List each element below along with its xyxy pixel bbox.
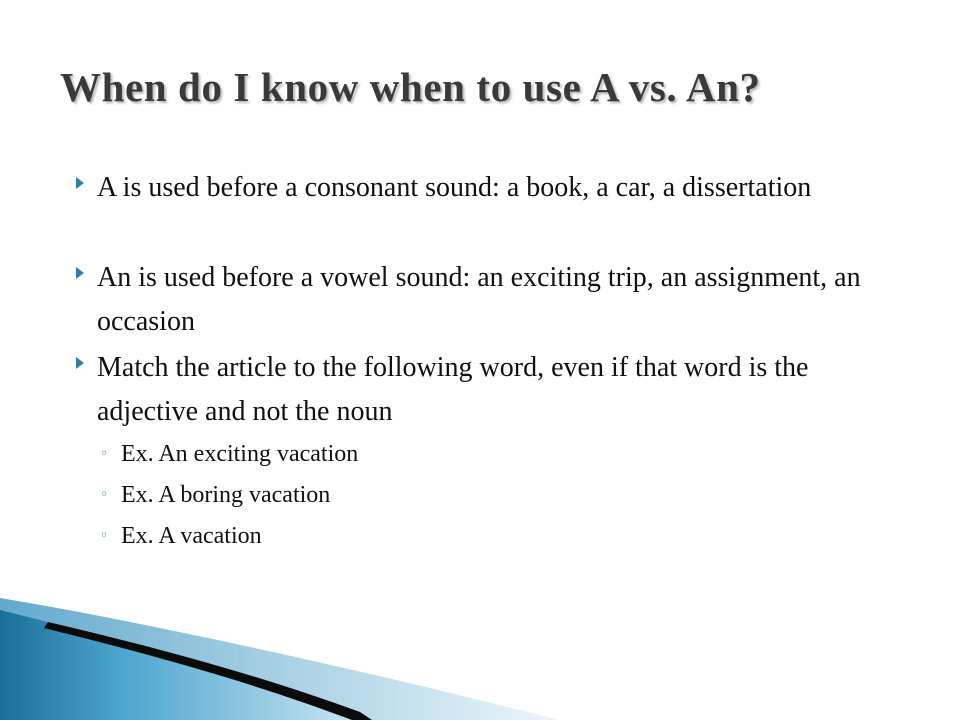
- triangle-bullet-icon: [76, 177, 84, 189]
- bullet-item: [76, 346, 876, 434]
- bullet-text: Match the article to the following word, even if that word is the adjective and not the noun: [97, 352, 809, 427]
- triangle-bullet-icon: [76, 357, 84, 369]
- bullet-text: An is used before a vowel sound: an exciting trip, an assignment, an occasion: [97, 262, 861, 337]
- circle-bullet-icon: ◦: [100, 487, 109, 503]
- triangle-bullet-icon: [76, 267, 84, 279]
- decorative-wave: [0, 560, 960, 720]
- sub-bullet-text: Ex. A boring vacation: [121, 482, 331, 508]
- circle-bullet-icon: ◦: [100, 528, 109, 544]
- sub-bullet-item: [100, 520, 800, 552]
- bullet-text: A is used before a consonant sound: a book, a car, a dissertation: [97, 172, 812, 203]
- sub-bullet-text: Ex. A vacation: [121, 523, 262, 549]
- sub-bullet-text: Ex. An exciting vacation: [121, 441, 359, 467]
- slide-title: When do I know when to use A vs. An?: [60, 64, 761, 110]
- bullet-item: [76, 256, 876, 344]
- sub-bullet-item: [100, 479, 800, 511]
- sub-bullet-item: [100, 438, 800, 470]
- circle-bullet-icon: ◦: [100, 446, 109, 462]
- bullet-item: [76, 166, 876, 254]
